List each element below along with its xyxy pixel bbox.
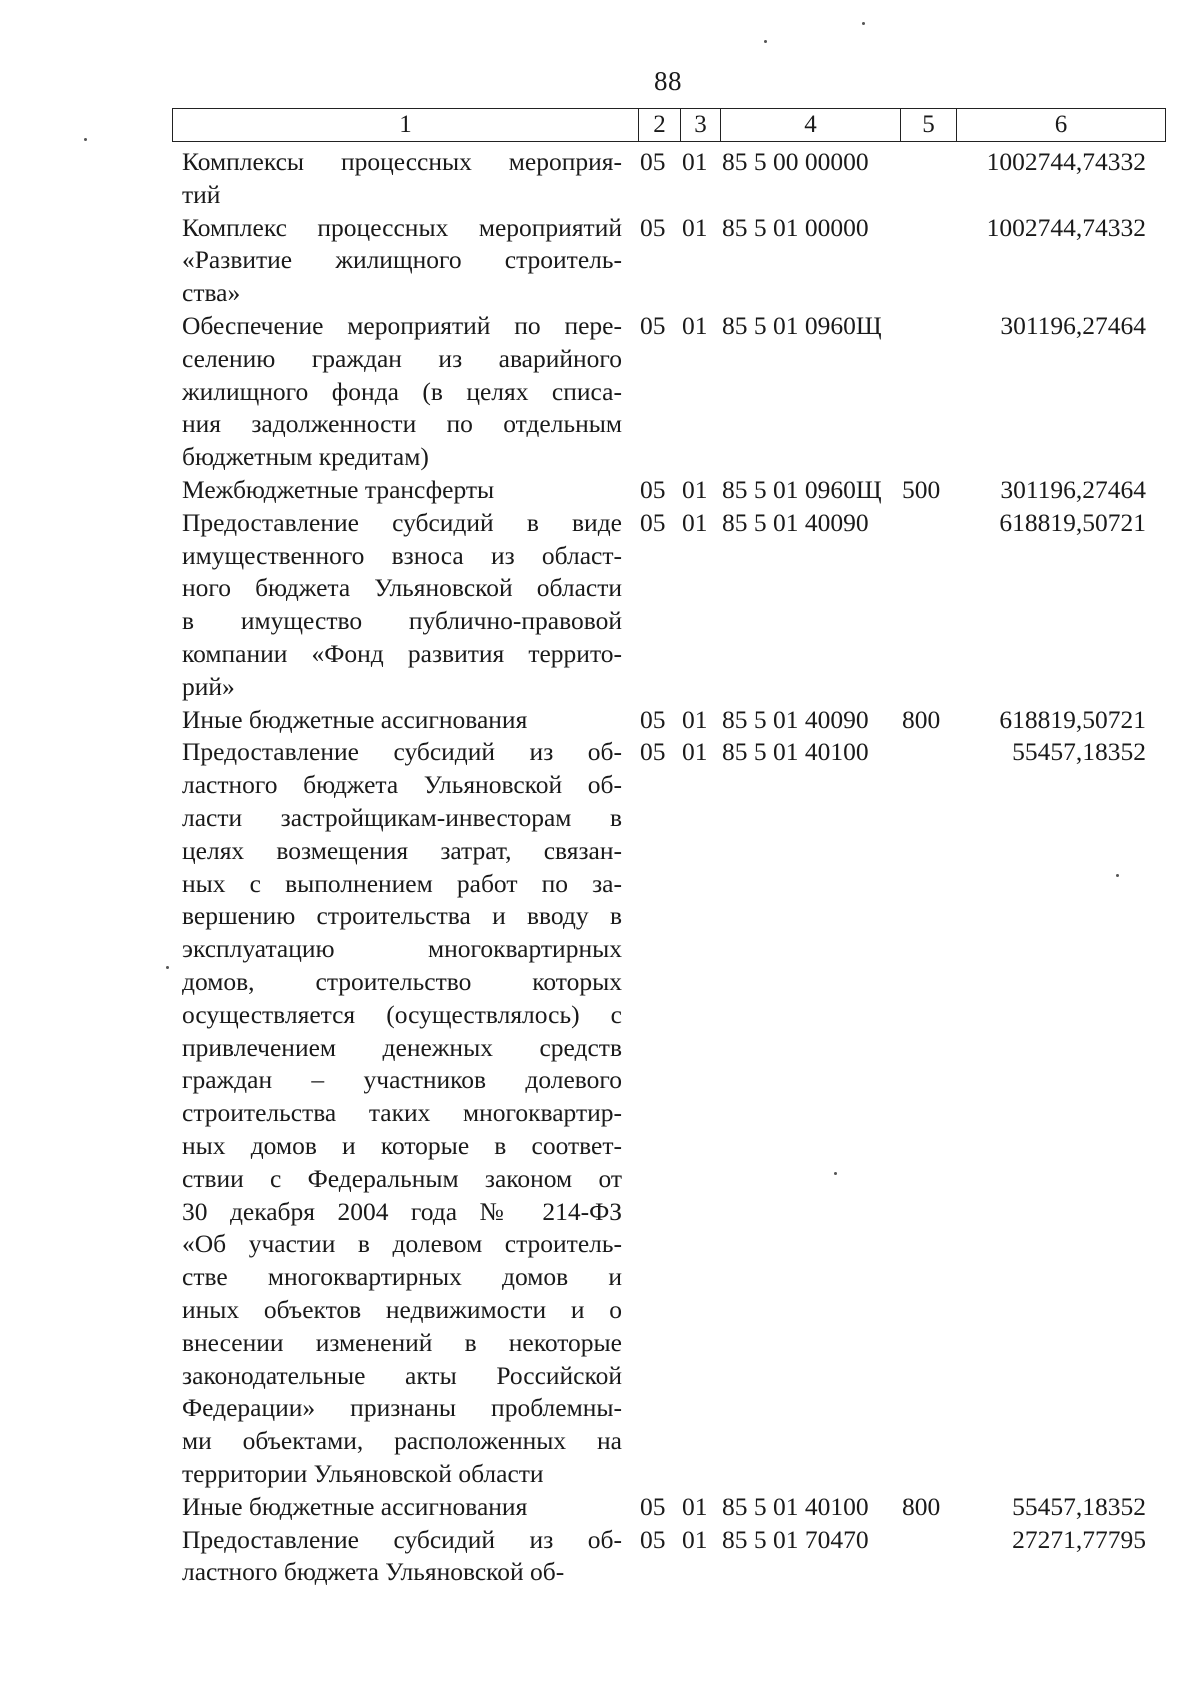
- amount: 1002744,74332: [986, 147, 1146, 176]
- description-line: селению граждан из аварийного: [182, 343, 622, 373]
- description-line: привлечением денежных средств: [182, 1032, 622, 1062]
- description-line: Иные бюджетные ассигнования: [182, 1491, 528, 1521]
- scan-speck: [862, 22, 865, 25]
- description-line: в имущество публично-правовой: [182, 606, 622, 636]
- description-line: граждан – участников долевого: [182, 1065, 622, 1095]
- subsection-code: 01: [682, 212, 708, 242]
- description-line: «Развитие жилищного строитель-: [182, 245, 622, 275]
- description-line: иных объектов недвижимости и о: [182, 1294, 622, 1324]
- subsection-code: 01: [682, 311, 708, 340]
- table-row: [0, 146, 1200, 212]
- row-description: [182, 1491, 622, 1524]
- description-line: стве многоквартирных домов и: [182, 1262, 622, 1292]
- section-code: 05: [640, 737, 666, 767]
- amount: 301196,27464: [1000, 475, 1146, 504]
- row-description: [182, 704, 622, 737]
- section-code: 05: [640, 1491, 666, 1521]
- amount: 55457,18352: [1012, 737, 1146, 767]
- subsection-code: 01: [682, 507, 708, 537]
- description-line: строительства таких многоквартир-: [182, 1098, 622, 1128]
- table-row: [0, 507, 1200, 704]
- description-line: 30 декабря 2004 года № 214-ФЗ: [182, 1196, 622, 1226]
- description-line: целях возмещения затрат, связан-: [182, 835, 622, 865]
- row-description: [182, 310, 622, 474]
- description-line: ния задолженности по отдельным: [182, 409, 622, 439]
- scan-speck: [764, 40, 767, 43]
- description-line: бюджетным кредитам): [182, 442, 429, 472]
- row-description: [182, 736, 622, 1490]
- description-line: Предоставление субсидий в виде: [182, 507, 622, 537]
- target-article-code: 85 5 01 00000: [722, 212, 869, 242]
- description-line: законодательные акты Российской: [182, 1360, 622, 1390]
- section-code: 05: [640, 475, 666, 504]
- description-line: вершению строительства и вводу в: [182, 901, 622, 931]
- table-row: [0, 1524, 1200, 1590]
- subsection-code: 01: [682, 1491, 708, 1521]
- table-row: [0, 1491, 1200, 1524]
- section-code: 05: [640, 212, 666, 242]
- table-row: [0, 704, 1200, 737]
- description-line: Комплекс процессных мероприятий: [182, 212, 622, 242]
- table-row: [0, 310, 1200, 474]
- row-description: [182, 474, 622, 507]
- target-article-code: 85 5 01 40100: [722, 1491, 869, 1521]
- description-line: внесении изменений в некоторые: [182, 1327, 622, 1357]
- subsection-code: 01: [682, 1524, 708, 1554]
- description-line: компании «Фонд развития террито-: [182, 638, 622, 668]
- header-col-5: 5: [901, 109, 957, 141]
- description-line: эксплуатацию многоквартирных: [182, 934, 622, 964]
- description-line: ства»: [182, 278, 241, 308]
- amount: 27271,77795: [1012, 1524, 1146, 1554]
- header-col-1: 1: [173, 109, 639, 141]
- row-description: [182, 146, 622, 212]
- row-description: [182, 507, 622, 704]
- description-line: Межбюджетные трансферты: [182, 475, 495, 504]
- target-article-code: 85 5 01 0960Щ: [722, 475, 882, 504]
- amount: 301196,27464: [1000, 311, 1146, 340]
- description-line: жилищного фонда (в целях списа-: [182, 376, 622, 406]
- scan-speck: [84, 138, 87, 141]
- table-header: [172, 108, 1166, 142]
- description-line: ных с выполнением работ по за-: [182, 868, 622, 898]
- description-line: имущественного взноса из област-: [182, 540, 622, 570]
- description-line: Обеспечение мероприятий по пере-: [182, 311, 622, 340]
- section-code: 05: [640, 704, 666, 734]
- description-line: тий: [182, 179, 221, 209]
- description-line: ластного бюджета Ульяновской об-: [182, 770, 622, 800]
- scan-speck: [834, 1172, 837, 1175]
- target-article-code: 85 5 01 40090: [722, 704, 869, 734]
- description-line: ластного бюджета Ульяновской об-: [182, 1557, 565, 1587]
- target-article-code: 85 5 01 40100: [722, 737, 869, 767]
- description-line: ласти застройщикам-инвесторам в: [182, 802, 622, 832]
- subsection-code: 01: [682, 737, 708, 767]
- table-row: [0, 212, 1200, 310]
- row-description: [182, 212, 622, 310]
- amount: 55457,18352: [1012, 1491, 1146, 1521]
- expense-type-code: 800: [902, 704, 941, 734]
- amount: 1002744,74332: [986, 212, 1146, 242]
- subsection-code: 01: [682, 475, 708, 504]
- description-line: Предоставление субсидий из об-: [182, 1524, 622, 1554]
- description-line: домов, строительство которых: [182, 966, 622, 996]
- description-line: ных домов и которые в соответ-: [182, 1130, 622, 1160]
- description-line: территории Ульяновской области: [182, 1458, 544, 1488]
- description-line: «Об участии в долевом строитель-: [182, 1229, 622, 1259]
- header-col-2: 2: [639, 109, 681, 141]
- target-article-code: 85 5 01 0960Щ: [722, 311, 882, 340]
- description-line: Комплексы процессных мероприя-: [182, 147, 622, 176]
- subsection-code: 01: [682, 147, 708, 176]
- header-col-6: 6: [1054, 111, 1068, 138]
- row-description: [182, 1524, 622, 1590]
- section-code: 05: [640, 311, 666, 340]
- header-col-3: 3: [681, 109, 721, 141]
- section-code: 05: [640, 1524, 666, 1554]
- description-line: рий»: [182, 671, 235, 701]
- scan-speck: [166, 966, 169, 969]
- description-line: ного бюджета Ульяновской области: [182, 573, 622, 603]
- section-code: 05: [640, 147, 666, 176]
- expense-type-code: 500: [902, 475, 941, 504]
- description-line: Федерации» признаны проблемны-: [182, 1393, 622, 1423]
- description-line: ми объектами, расположенных на: [182, 1426, 622, 1456]
- description-line: осуществляется (осуществлялось) с: [182, 999, 622, 1029]
- section-code: 05: [640, 507, 666, 537]
- description-line: ствии с Федеральным законом от: [182, 1163, 622, 1193]
- expense-type-code: 800: [902, 1491, 941, 1521]
- amount: 618819,50721: [999, 704, 1146, 734]
- target-article-code: 85 5 01 70470: [722, 1524, 869, 1554]
- table-row: [0, 474, 1200, 507]
- page-number: 88: [654, 66, 682, 96]
- target-article-code: 85 5 00 00000: [722, 147, 869, 176]
- description-line: Предоставление субсидий из об-: [182, 737, 622, 767]
- subsection-code: 01: [682, 704, 708, 734]
- table-row: [0, 736, 1200, 1490]
- amount: 618819,50721: [999, 507, 1146, 537]
- target-article-code: 85 5 01 40090: [722, 507, 869, 537]
- scan-speck: [1116, 874, 1119, 877]
- header-col-4: 4: [721, 109, 901, 141]
- description-line: Иные бюджетные ассигнования: [182, 704, 528, 734]
